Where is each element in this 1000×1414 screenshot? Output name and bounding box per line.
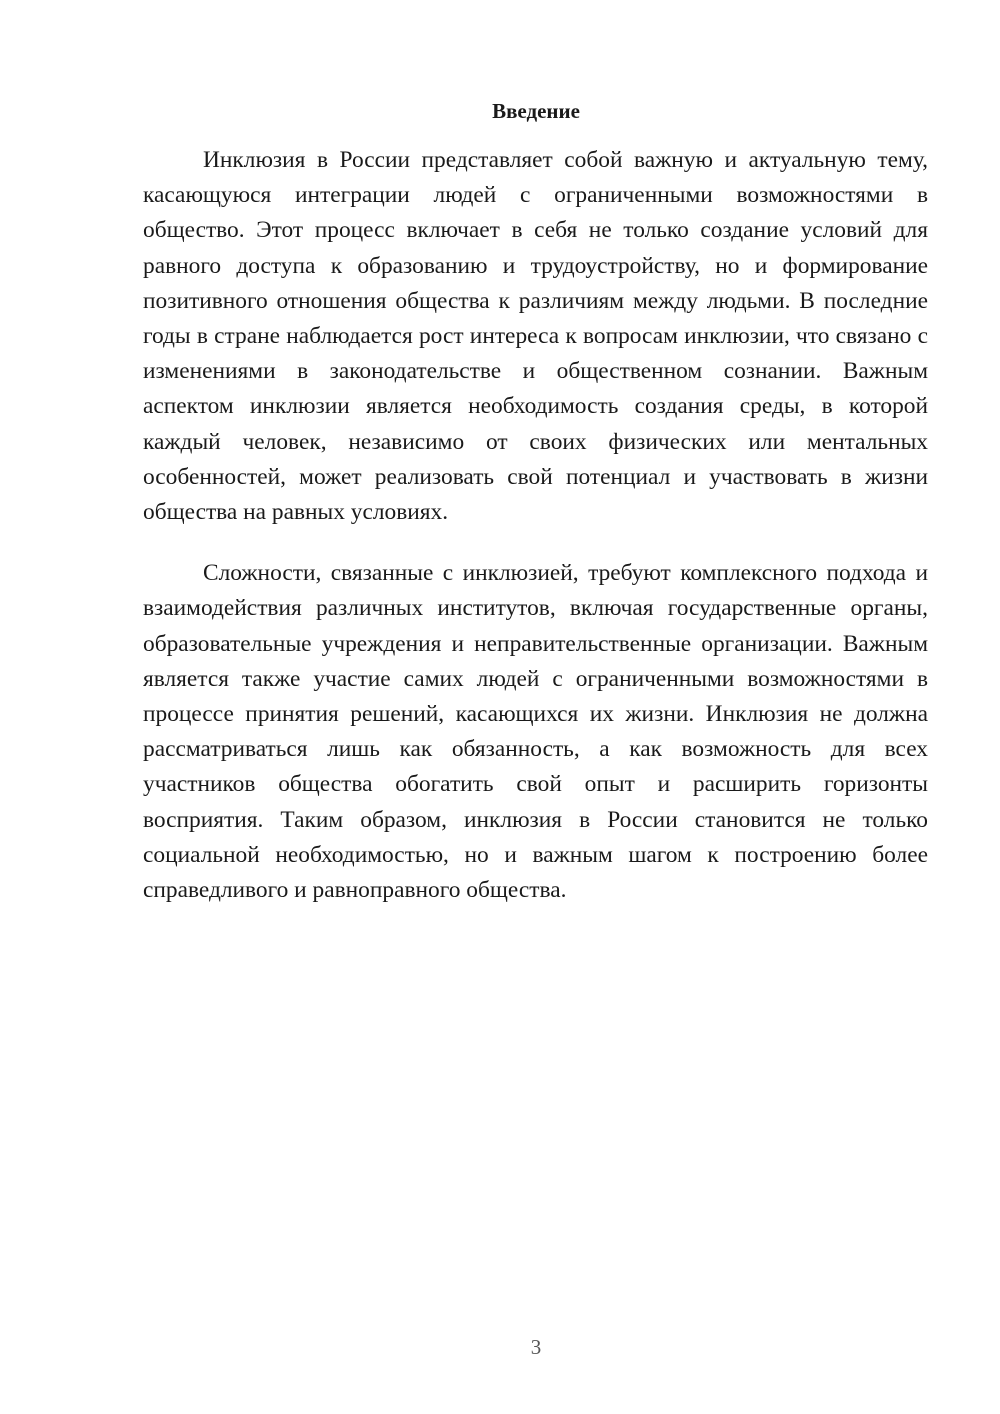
body-text [143, 143, 928, 908]
section-heading: Введение [492, 99, 580, 123]
paragraph-2: Сложности, связанные с инклюзией, требуют комплексного подхода и взаимодействия различных институтов, включая государственные органы, образовательные учреждения и неправительственные организации. Важным является также участие самих людей с ограниченными возможностями в процессе принятия решений, касающихся их жизни. Инклюзия не должна рассматриваться лишь как обязанность, а как возможность для всех участников общества обогатить свой опыт и расширить горизонты восприятия. Таким образом, инклюзия в России становится не только социальной необходимостью, но и важным шагом к построению более справедливого и равноправного общества. [143, 560, 928, 904]
page-number: 3 [530, 1335, 542, 1359]
paragraph-1: Инклюзия в России представляет собой важную и актуальную тему, касающуюся интеграции людей с ограниченными возможностями в общество. Этот процесс включает в себя не только создание условий для равного доступа к образованию и трудоустройству, но и формирование позитивного отношения общества к различиям между людьми. В последние годы в стране наблюдается рост интереса к вопросам инклюзии, что связано с изменениями в законодательстве и общественном сознании. Важным аспектом инклюзии является необходимость создания среды, в которой каждый человек, независимо от своих физических или ментальных особенностей, может реализовать свой потенциал и участвовать в жизни общества на равных условиях. [143, 147, 928, 526]
